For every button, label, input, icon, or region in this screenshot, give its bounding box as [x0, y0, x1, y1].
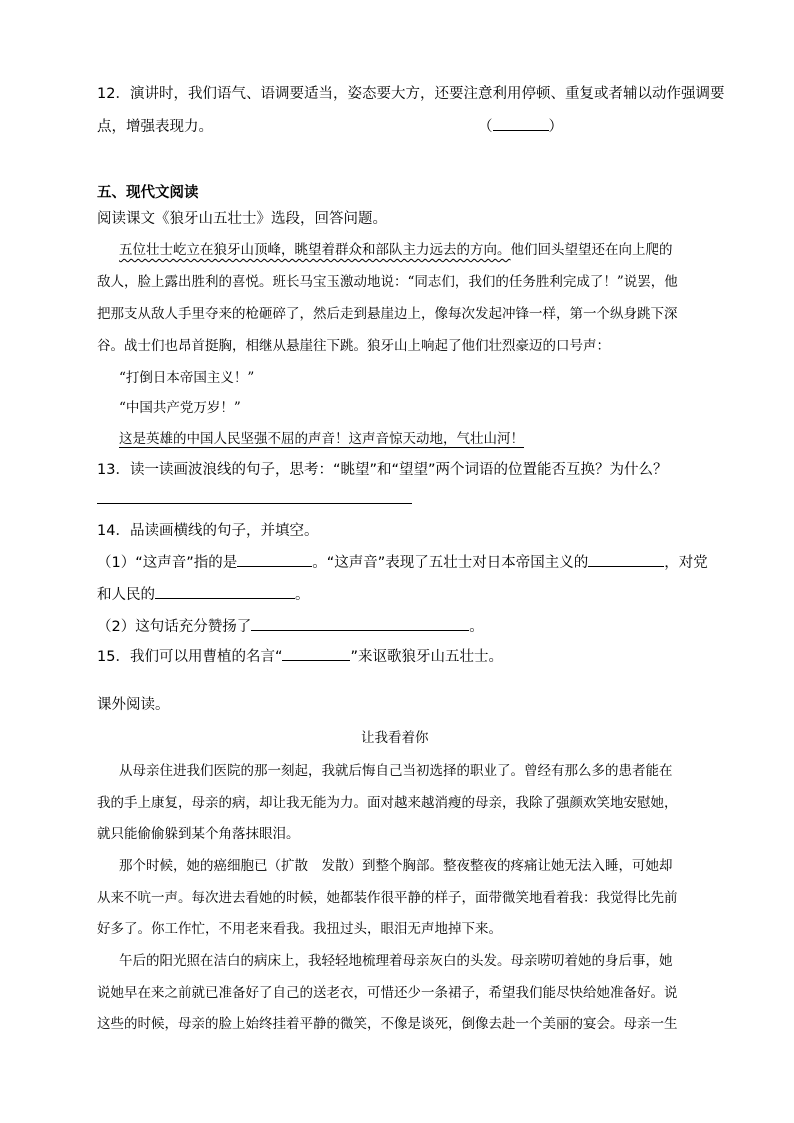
q14-sub1-line2: 和人民的 。	[97, 583, 310, 604]
q14-sub2: （2）这句话充分赞扬了 。	[97, 615, 484, 636]
slogan-1: “打倒日本帝国主义！”	[119, 370, 255, 386]
article-p3-line3: 这些的时候，母亲的脸上始终挂着平静的微笑，不像是谈死，倒像去赴一个美丽的宴会。母亲一生	[97, 1016, 678, 1032]
q14-blank-1[interactable]	[237, 552, 312, 567]
article-p2-line1: 那个时候，她的癌细胞已（扩散 发散）到整个胸部。整夜整夜的疼痛让她无法入睡，可她却	[119, 858, 673, 874]
section-heading: 五、现代文阅读	[97, 185, 199, 201]
passage-line-2: 敌人，脸上露出胜利的喜悦。班长马宝玉激动地说：“同志们，我们的任务胜利完成了！”说罢，他	[97, 274, 678, 290]
q12-line1: 12．演讲时，我们语气、语调要适当，姿态要大方，还要注意利用停顿、重复或者辅以动作强调要	[97, 86, 725, 102]
q12-line2: 点，增强表现力。	[97, 119, 213, 135]
passage-line-4: 谷。战士们也昂首挺胸，相继从悬崖往下跳。狼牙山上响起了他们壮烈豪迈的口号声：	[97, 338, 610, 354]
q14-blank-3[interactable]	[155, 584, 295, 599]
wavy-underlined-sentence: 五位壮士屹立在狼牙山顶峰，眺望着群众和部队主力远去的方向。	[119, 242, 511, 258]
q14-blank-2[interactable]	[588, 552, 664, 567]
q14-sub1-line1: （1）“这声音”指的是 。“这声音”表现了五壮士对日本帝国主义的 ，对党	[97, 551, 708, 572]
q13-text: 13．读一读画波浪线的句子，思考：“眺望”和“望望”两个词语的位置能否互换？为什么？	[97, 462, 668, 478]
passage-line-1: 五位壮士屹立在狼牙山顶峰，眺望着群众和部队主力远去的方向。他们回头望望还在向上爬的	[119, 242, 673, 258]
q12-paren-open: （	[478, 119, 493, 135]
extra-reading-label: 课外阅读。	[97, 697, 170, 713]
article-p3-line2: 说她早在来之前就已准备好了自己的送老衣，可惜还少一条裙子，希望我们能尽快给她准备好。说	[97, 985, 678, 1001]
q12-answer-blank[interactable]	[493, 116, 549, 131]
straight-underlined-sentence: 这是英雄的中国人民坚强不屈的声音！这声音惊天动地，气壮山河！	[119, 431, 524, 447]
q14-blank-4[interactable]	[251, 616, 469, 631]
article-p2-line3: 好多了。你工作忙，不用老来看我。我扭过头，眼泪无声地掉下来。	[97, 921, 502, 937]
slogan-2: “中国共产党万岁！”	[119, 400, 241, 416]
section-instruction: 阅读课文《狼牙山五壮士》选段，回答问题。	[97, 211, 387, 227]
article-p3-line1: 午后的阳光照在洁白的病床上，我轻轻地梳理着母亲灰白的头发。母亲唠叨着她的身后事，她	[119, 953, 673, 969]
article-p1-line2: 我的手上康复，母亲的病，却让我无能为力。面对越来越消瘦的母亲，我除了强颜欢笑地安慰她，	[97, 795, 678, 811]
q13-answer-line[interactable]	[97, 503, 412, 504]
article-p1-line3: 就只能偷偷躲到某个角落抹眼泪。	[97, 826, 300, 842]
q12-paren-close: ）	[548, 119, 563, 135]
article-p1-line1: 从母亲住进我们医院的那一刻起，我就后悔自己当初选择的职业了。曾经有那么多的患者能在	[119, 763, 673, 779]
passage-line-3: 把那支从敌人手里夺来的枪砸碎了，然后走到悬崖边上，像每次发起冲锋一样，第一个纵身跳下深	[97, 306, 678, 322]
q15-blank[interactable]	[282, 646, 350, 661]
q12-answer-bracket[interactable]	[478, 115, 563, 136]
article-p2-line2: 从来不吭一声。每次进去看她的时候，她都装作很平静的样子，面带微笑地看着我：我觉得比先前	[97, 890, 678, 906]
q14-text: 14．品读画横线的句子，并填空。	[97, 523, 319, 539]
q15-text: 15．我们可以用曹植的名言“ ”来讴歌狼牙山五壮士。	[97, 645, 503, 666]
article-title: 让我看着你	[361, 730, 429, 746]
